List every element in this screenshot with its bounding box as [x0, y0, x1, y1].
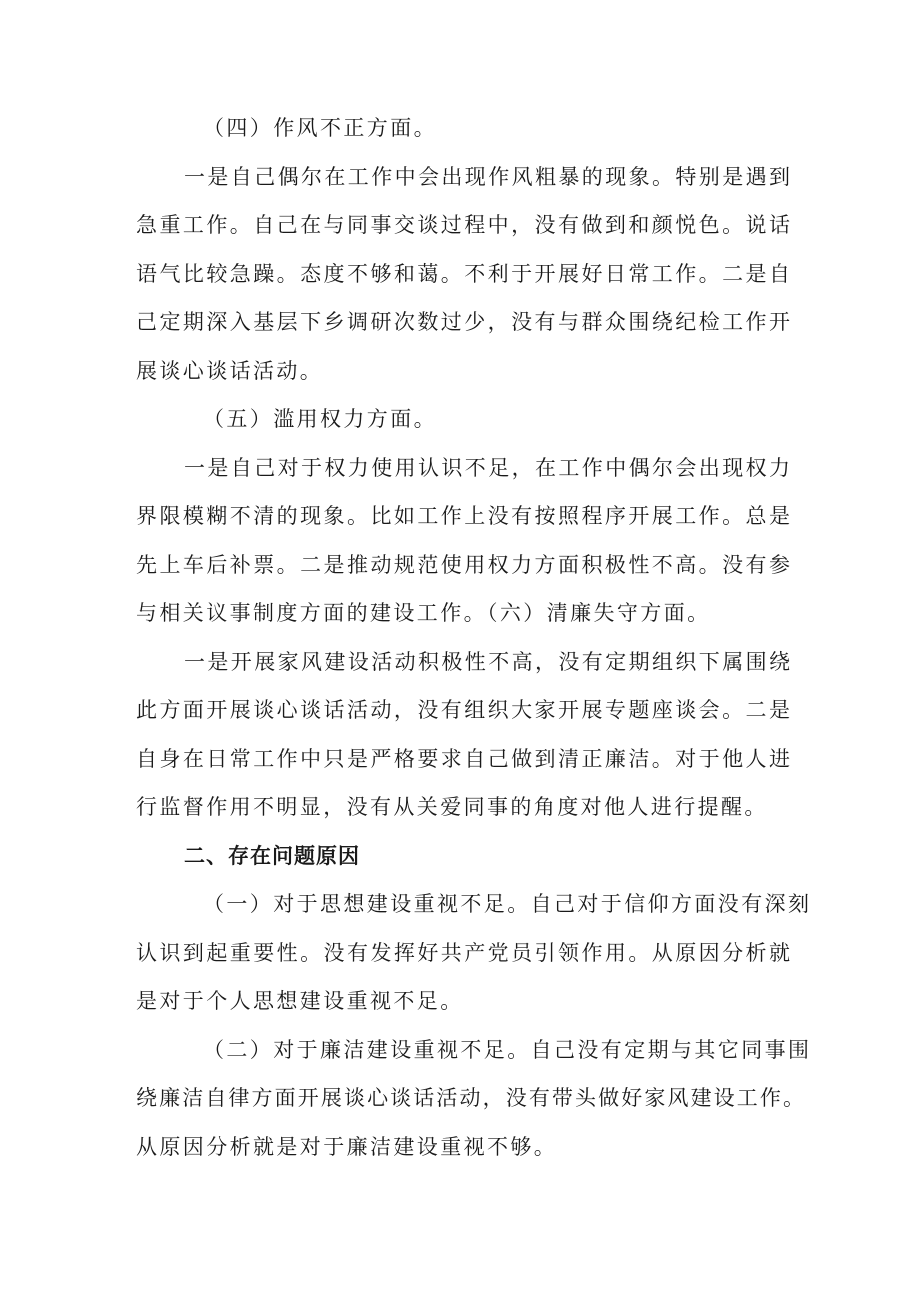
paragraph-line: （一）对于思想建设重视不足。自己对于信仰方面没有深刻 [203, 892, 812, 916]
paragraph-line: 一是自己对于权力使用认识不足，在工作中偶尔会出现权力 [184, 456, 793, 480]
paragraph-line: 自身在日常工作中只是严格要求自己做到清正廉洁。对于他人进 [136, 747, 790, 771]
section-heading-5: （五）滥用权力方面。 [203, 407, 437, 431]
paragraph-line: 急重工作。自己在与同事交谈过程中，没有做到和颜悦色。说话 [136, 213, 790, 237]
paragraph-line: 绕廉洁自律方面开展谈心谈话活动，没有带头做好家风建设工作。 [136, 1086, 804, 1110]
paragraph-line: 与相关议事制度方面的建设工作。（六）清廉失守方面。 [136, 601, 711, 625]
paragraph-line: 行监督作用不明显，没有从关爱同事的角度对他人进行提醒。 [136, 795, 768, 819]
paragraph-line: 界限模糊不清的现象。比如工作上没有按照程序开展工作。总是 [136, 504, 790, 528]
paragraph-line: 语气比较急躁。态度不够和蔼。不利于开展好日常工作。二是自 [136, 262, 790, 286]
paragraph-line: 己定期深入基层下乡调研次数过少，没有与群众围绕纪检工作开 [136, 310, 790, 334]
paragraph-line: 从原因分析就是对于廉洁建设重视不够。 [136, 1135, 558, 1159]
paragraph-line: 先上车后补票。二是推动规范使用权力方面积极性不高。没有参 [136, 553, 790, 577]
paragraph-line: 此方面开展谈心谈话活动，没有组织大家开展专题座谈会。二是 [136, 698, 790, 722]
paragraph-line: （二）对于廉洁建设重视不足。自己没有定期与其它同事围 [203, 1038, 812, 1062]
paragraph-line: 一是开展家风建设活动积极性不高，没有定期组织下属围绕 [184, 650, 793, 674]
paragraph-line: 一是自己偶尔在工作中会出现作风粗暴的现象。特别是遇到 [184, 165, 793, 189]
paragraph-line: 展谈心谈话活动。 [136, 359, 324, 383]
paragraph-line: 认识到起重要性。没有发挥好共产党员引领作用。从原因分析就 [136, 941, 790, 965]
chapter-heading: 二、存在问题原因 [184, 844, 360, 868]
paragraph-line: 是对于个人思想建设重视不足。 [136, 989, 464, 1013]
section-heading-4: （四）作风不正方面。 [203, 116, 437, 140]
